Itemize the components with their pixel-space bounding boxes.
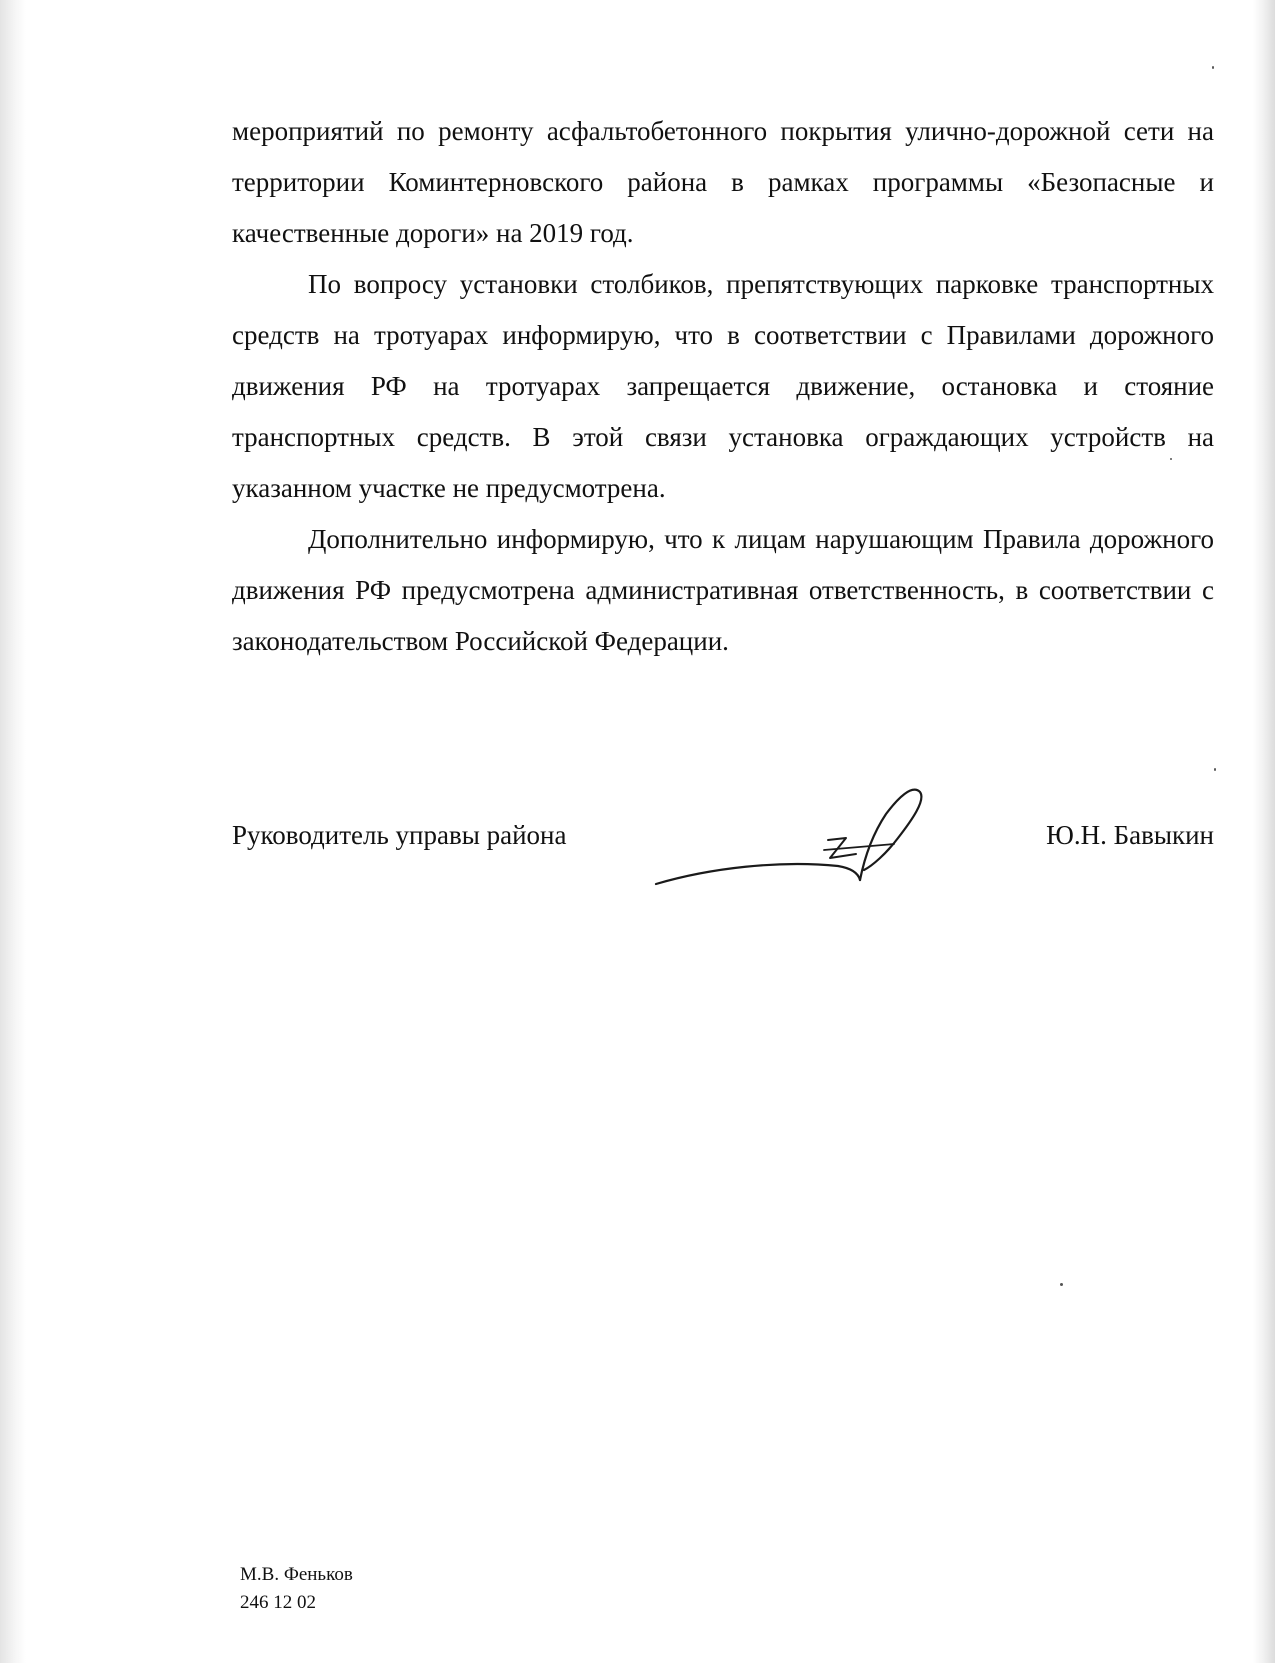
- signer-name: Ю.Н. Бавыкин: [1046, 820, 1214, 850]
- handwritten-signature: [650, 780, 950, 900]
- executor-name: М.В. Феньков: [240, 1564, 353, 1585]
- paragraph-parking-posts: По вопросу установки столбиков, препятствующих парковке транспортных средств на тротуарах информирую, что в соответствии с Правилами дорожного движения РФ на тротуарах запрещается движение, остановка и стояние транспортных средств. В этой связи установка ограждающих устройств на указанном участке не предусмотрена.: [232, 269, 1214, 503]
- letter-body: [232, 106, 1214, 667]
- executor-block: [240, 1561, 353, 1617]
- paragraph-liability: Дополнительно информирую, что к лицам нарушающим Правила дорожного движения РФ предусмотрена административная ответственность, в соответствии с законодательством Российской Федерации.: [232, 524, 1214, 656]
- scan-speck: [1212, 66, 1214, 69]
- scan-speck: [1214, 768, 1216, 771]
- scan-speck: [1060, 1283, 1063, 1286]
- signer-position: Руководитель управы района: [232, 820, 567, 850]
- scan-edge-right: [1253, 0, 1275, 1663]
- paragraph-road-repair: мероприятий по ремонту асфальтобетонного покрытия улично-дорожной сети на территории Коминтерновского района в рамках программы «Безопасные и качественные дороги» на 2019 год.: [232, 116, 1214, 248]
- executor-phone: 246 12 02: [240, 1592, 316, 1613]
- scan-edge-left: [0, 0, 26, 1663]
- scan-speck: [1170, 458, 1172, 460]
